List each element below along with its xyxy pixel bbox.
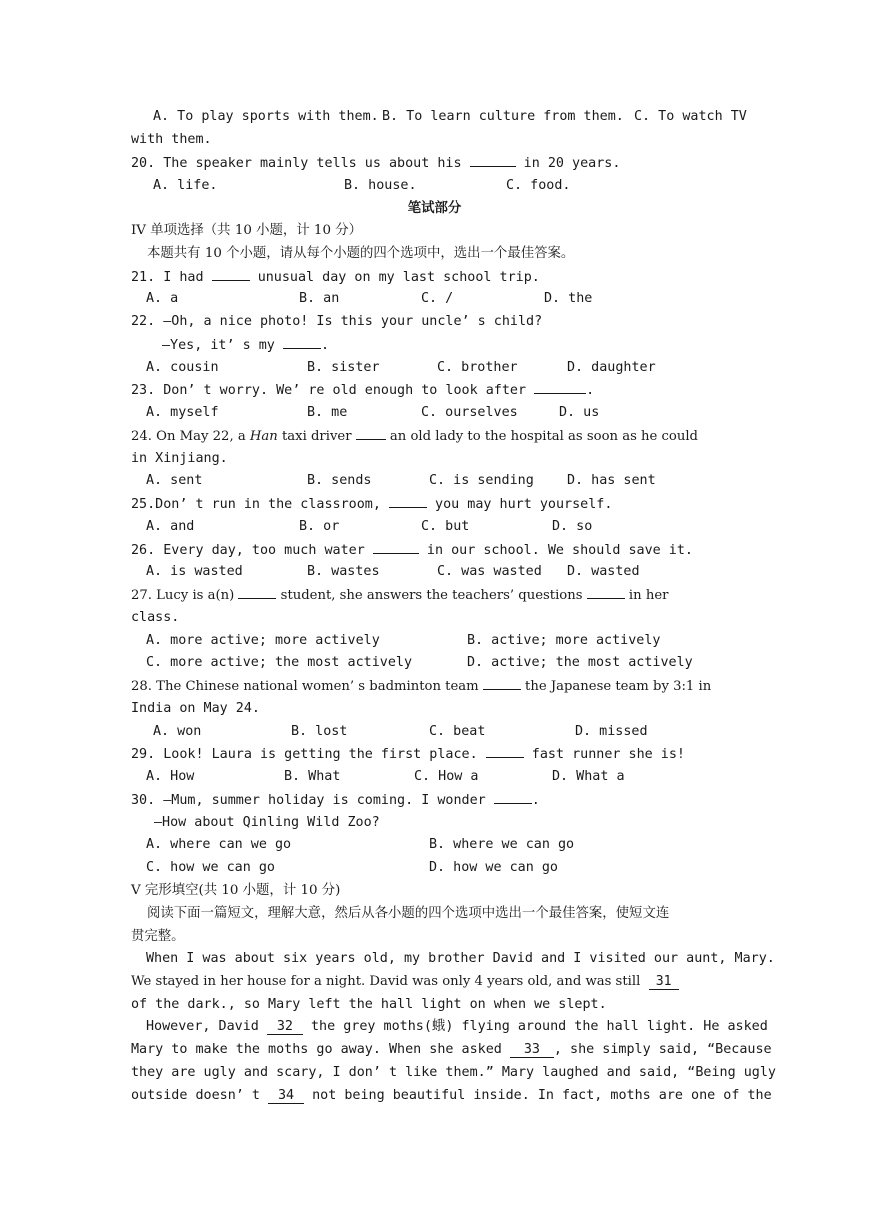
q21-stem-pre: 21. I had xyxy=(131,270,204,285)
q20-option-b: B. house. xyxy=(344,178,417,193)
q26-option-a: A. is wasted xyxy=(146,564,243,579)
q29-option-b: B. What xyxy=(284,769,341,784)
q24-stem-mid: taxi driver xyxy=(281,429,352,444)
q22-blank xyxy=(283,336,321,349)
q24-option-b: B. sends xyxy=(307,473,372,488)
q27-option-a: A. more active; more actively xyxy=(146,633,380,648)
q28-blank xyxy=(483,677,521,690)
q29-option-d: D. What a xyxy=(552,769,625,784)
q27-stem-post: in her xyxy=(628,588,669,603)
section-5-title: V 完形填空(共 10 小题，计 10 分) xyxy=(131,883,341,898)
q27-stem-pre: 27. Lucy is a(n) xyxy=(131,588,235,603)
passage-p1-line2-text: We stayed in her house for a night. David was only 4 years old, and was still xyxy=(131,974,641,989)
passage-p2-line2 xyxy=(131,1041,772,1059)
q22-reply-pre: —Yes, it’ s my xyxy=(162,338,275,353)
q23-stem xyxy=(131,381,594,400)
q28-option-d: D. missed xyxy=(575,724,648,739)
q23-option-a: A. myself xyxy=(146,405,219,420)
q25-stem-pre: 25.Don’ t run in the classroom, xyxy=(131,497,381,512)
q28-stem xyxy=(131,677,711,696)
passage-p2-line1-post: the grey moths(蛾) flying around the hall light. He asked xyxy=(311,1019,768,1034)
passage-p2-line2-post: , she simply said, “Because xyxy=(553,1042,772,1057)
q23-blank xyxy=(534,381,586,394)
q28-stem-post: the Japanese team by 3:1 in xyxy=(525,679,712,694)
q27-option-d: D. active; the most actively xyxy=(467,655,693,670)
q30-option-a: A. where can we go xyxy=(146,837,292,852)
section-4-title: IV 单项选择（共 10 小题，计 10 分） xyxy=(131,223,363,238)
q28-option-a: A. won xyxy=(153,724,202,739)
q24-blank xyxy=(356,427,386,440)
passage-p2-line1 xyxy=(146,1018,768,1036)
q21-option-a: A. a xyxy=(146,291,179,306)
q25-stem-post: you may hurt yourself. xyxy=(435,497,613,512)
q25-blank xyxy=(389,495,427,508)
q20-stem-pre: 20. The speaker mainly tells us about his xyxy=(131,156,462,171)
q26-stem-post: in our school. We should save it. xyxy=(426,543,693,558)
q21-stem xyxy=(131,268,540,287)
q26-stem xyxy=(131,541,693,560)
q29-option-a: A. How xyxy=(146,769,195,784)
q22-option-c: C. brother xyxy=(437,360,518,375)
q27-stem xyxy=(131,586,668,605)
blank-34: 34 xyxy=(268,1089,304,1104)
q22-option-a: A. cousin xyxy=(146,360,219,375)
passage-p1-line1: When I was about six years old, my brother David and I visited our aunt, Mary. xyxy=(146,951,775,966)
passage-p2-line2-pre: Mary to make the moths go away. When she asked xyxy=(131,1042,502,1057)
q27-option-b: B. active; more actively xyxy=(467,633,661,648)
q25-option-b: B. or xyxy=(299,519,340,534)
q28-option-c: C. beat xyxy=(429,724,486,739)
q30-reply: —How about Qinling Wild Zoo? xyxy=(154,815,380,830)
q19-option-b: B. To learn culture from them. xyxy=(382,109,624,124)
passage-p2-line3: they are ugly and scary, I don’ t like them.” Mary laughed and said, “Being ugly xyxy=(131,1065,776,1080)
q29-option-c: C. How a xyxy=(414,769,479,784)
passage-p1-line3: of the dark., so Mary left the hall light on when we slept. xyxy=(131,997,607,1012)
q24-stem-cont: in Xinjiang. xyxy=(131,451,228,466)
q28-stem-pre: 28. The Chinese national women’ s badminton team xyxy=(131,679,479,694)
q27-blank-1 xyxy=(238,586,276,599)
q22-reply-post: . xyxy=(320,338,329,353)
q20-blank xyxy=(470,154,516,167)
q20-option-a: A. life. xyxy=(153,178,218,193)
q27-stem-cont: class. xyxy=(131,610,180,625)
q22-option-d: D. daughter xyxy=(567,360,656,375)
q30-option-d: D. how we can go xyxy=(429,860,558,875)
q23-stem-post: . xyxy=(586,383,595,398)
section-4-instruction: 本题共有 10 个小题，请从每个小题的四个选项中，选出一个最佳答案。 xyxy=(147,246,575,261)
q23-option-d: D. us xyxy=(559,405,600,420)
q30-stem-post: . xyxy=(531,793,540,808)
blank-33: 33 xyxy=(510,1043,554,1058)
q22-option-b: B. sister xyxy=(307,360,380,375)
q26-option-c: C. was wasted xyxy=(437,564,542,579)
q29-blank xyxy=(486,745,524,758)
q25-option-d: D. so xyxy=(552,519,593,534)
q29-stem-pre: 29. Look! Laura is getting the first place. xyxy=(131,747,478,762)
q24-stem-italic: Han xyxy=(249,429,278,444)
q24-stem xyxy=(131,427,698,446)
passage-p2-line4 xyxy=(131,1087,772,1105)
q25-stem xyxy=(131,495,612,514)
q25-option-a: A. and xyxy=(146,519,195,534)
blank-32: 32 xyxy=(267,1020,303,1035)
q30-stem-pre: 30. —Mum, summer holiday is coming. I wonder xyxy=(131,793,486,808)
passage-p2-line4-post: not being beautiful inside. In fact, moths are one of the xyxy=(312,1088,772,1103)
q19-option-a: A. To play sports with them. xyxy=(153,109,379,124)
section-5-instruction-1: 阅读下面一篇短文，理解大意，然后从各小题的四个选项中选出一个最佳答案，使短文连 xyxy=(147,906,670,921)
q30-blank xyxy=(494,791,532,804)
q24-option-a: A. sent xyxy=(146,473,203,488)
q24-stem-pre: 24. On May 22, a xyxy=(131,429,246,444)
q20-stem xyxy=(131,154,620,173)
q26-option-b: B. wastes xyxy=(307,564,380,579)
q26-option-d: D. wasted xyxy=(567,564,640,579)
q26-stem-pre: 26. Every day, too much water xyxy=(131,543,365,558)
q24-stem-post: an old lady to the hospital as soon as he could xyxy=(389,429,699,444)
q28-stem-cont: India on May 24. xyxy=(131,701,260,716)
q24-option-d: D. has sent xyxy=(567,473,656,488)
blank-31: 31 xyxy=(649,975,679,990)
q23-option-b: B. me xyxy=(307,405,348,420)
q27-stem-mid: student, she answers the teachers’ questions xyxy=(280,588,583,603)
q27-blank-2 xyxy=(587,586,625,599)
q29-stem xyxy=(131,745,685,764)
written-section-title: 笔试部分 xyxy=(407,201,462,216)
q23-stem-pre: 23. Don’ t worry. We’ re old enough to look after xyxy=(131,383,527,398)
q20-option-c: C. food. xyxy=(506,178,571,193)
passage-p2-line4-pre: outside doesn’ t xyxy=(131,1088,260,1103)
q21-stem-post: unusual day on my last school trip. xyxy=(257,270,540,285)
q21-option-d: D. the xyxy=(544,291,593,306)
section-5-instruction-2: 贯完整。 xyxy=(131,929,185,944)
q30-stem xyxy=(131,791,540,810)
q28-option-b: B. lost xyxy=(291,724,348,739)
q27-option-c: C. more active; the most actively xyxy=(146,655,413,670)
q22-stem: 22. —Oh, a nice photo! Is this your uncle’ s child? xyxy=(131,314,543,329)
q19-option-c: C. To watch TV xyxy=(634,109,747,124)
q30-option-c: C. how we can go xyxy=(146,860,275,875)
q21-option-b: B. an xyxy=(299,291,340,306)
q29-stem-post: fast runner she is! xyxy=(531,747,685,762)
passage-p2-line1-pre: However, David xyxy=(146,1019,259,1034)
q22-reply xyxy=(162,336,329,355)
q26-blank xyxy=(373,541,419,554)
q23-option-c: C. ourselves xyxy=(421,405,518,420)
q21-option-c: C. / xyxy=(421,291,454,306)
passage-p1-line2 xyxy=(131,973,679,991)
q25-option-c: C. but xyxy=(421,519,470,534)
q21-blank xyxy=(212,268,250,281)
q19-option-c-cont: with them. xyxy=(131,132,212,147)
q30-option-b: B. where we can go xyxy=(429,837,575,852)
q20-stem-post: in 20 years. xyxy=(523,156,621,171)
q24-option-c: C. is sending xyxy=(429,473,534,488)
